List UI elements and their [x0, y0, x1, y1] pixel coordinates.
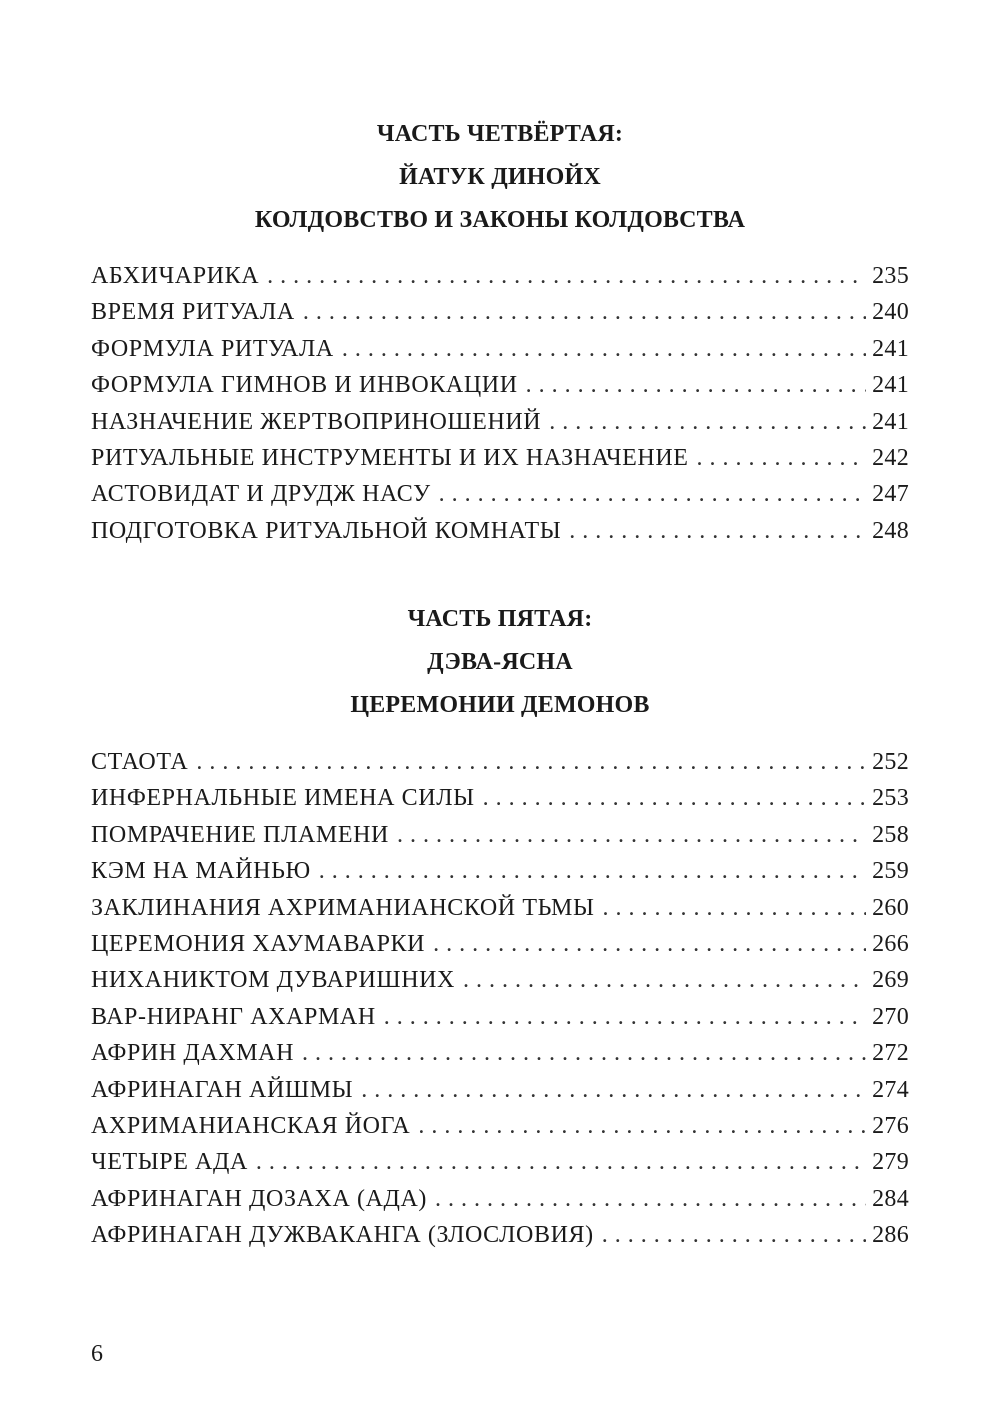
toc-entry-title: НАЗНАЧЕНИЕ ЖЕРТВОПРИНОШЕНИЙ: [91, 408, 542, 435]
toc-entry-page: 286: [872, 1222, 909, 1249]
toc-entry-title: ПОМРАЧЕНИЕ ПЛАМЕНИ: [91, 821, 389, 848]
toc-entry-title: АФРИНАГАН ДУЖВАКАНГА (ЗЛОСЛОВИЯ): [91, 1222, 594, 1249]
toc-entry: [91, 1113, 909, 1149]
toc-entry-title: ИНФЕРНАЛЬНЫЕ ИМЕНА СИЛЫ: [91, 785, 475, 812]
toc-entry-page: 276: [872, 1112, 909, 1139]
toc-entry: [91, 336, 909, 372]
toc-entry-title: ЧЕТЫРЕ АДА: [91, 1149, 248, 1176]
dot-leader: [361, 1077, 866, 1104]
toc-entry: [91, 931, 909, 967]
toc-entry: [91, 445, 909, 481]
toc-entry-title: АФРИН ДАХМАН: [91, 1040, 295, 1067]
part4-heading-line1: ЧАСТЬ ЧЕТВЁРТАЯ:: [376, 121, 624, 147]
toc-entry-title: АФРИНАГАН ДОЗАХА (АДА): [91, 1185, 427, 1212]
toc-entry-page: 252: [872, 749, 909, 775]
toc-entry-title: АФРИНАГАН АЙШМЫ: [91, 1076, 354, 1103]
toc-entry: [91, 1040, 909, 1076]
toc-entry-page: 284: [872, 1185, 909, 1212]
toc-entry: [91, 785, 909, 821]
dot-leader: [256, 1149, 866, 1176]
toc-entry: [91, 1149, 909, 1185]
toc-entry: [91, 299, 909, 335]
dot-leader: [569, 518, 866, 545]
toc-entry-page: 248: [872, 517, 909, 544]
dot-leader: [463, 967, 866, 994]
dot-leader: [384, 1004, 866, 1031]
toc-entry-page: 241: [872, 372, 909, 399]
part4-toc-list: [91, 263, 909, 554]
toc-entry-page: 269: [872, 967, 909, 994]
part5-heading-line1: ЧАСТЬ ПЯТАЯ:: [407, 606, 593, 632]
toc-entry: [91, 1186, 909, 1222]
dot-leader: [397, 822, 866, 849]
toc-entry-title: ФОРМУЛА ГИМНОВ И ИНВОКАЦИИ: [91, 372, 518, 399]
dot-leader: [602, 895, 866, 922]
dot-leader: [439, 481, 866, 508]
page-number: 6: [91, 1341, 103, 1367]
toc-entry-page: 235: [872, 263, 909, 289]
toc-entry: [91, 518, 909, 554]
dot-leader: [602, 1222, 866, 1249]
dot-leader: [697, 445, 867, 472]
dot-leader: [418, 1113, 866, 1140]
toc-entry-page: 240: [872, 299, 909, 326]
toc-entry-page: 242: [872, 444, 909, 471]
toc-entry-title: АСТОВИДАТ И ДРУДЖ НАСУ: [91, 481, 431, 508]
toc-entry-page: 272: [872, 1040, 909, 1067]
toc-entry-page: 241: [872, 335, 909, 362]
toc-entry-page: 259: [872, 858, 909, 885]
toc-entry-page: 266: [872, 930, 909, 957]
dot-leader: [435, 1186, 866, 1213]
toc-entry: [91, 749, 909, 785]
toc-entry-title: ФОРМУЛА РИТУАЛА: [91, 335, 334, 362]
toc-entry-title: АХРИМАНИАНСКАЯ ЙОГА: [91, 1112, 411, 1139]
toc-entry-title: РИТУАЛЬНЫЕ ИНСТРУМЕНТЫ И ИХ НАЗНАЧЕНИЕ: [91, 444, 689, 471]
part5-toc-list: [91, 749, 909, 1258]
part5-heading-line2: ДЭВА-ЯСНА: [427, 649, 573, 675]
dot-leader: [526, 372, 866, 399]
dot-leader: [483, 785, 866, 812]
part4-heading-line3: КОЛДОВСТВО И ЗАКОНЫ КОЛДОВСТВА: [254, 207, 746, 233]
toc-entry-page: 270: [872, 1003, 909, 1030]
toc-entry-page: 253: [872, 785, 909, 812]
dot-leader: [549, 409, 866, 436]
toc-entry-page: 241: [872, 408, 909, 435]
toc-entry: [91, 1222, 909, 1258]
toc-entry: [91, 481, 909, 517]
toc-entry-page: 247: [872, 481, 909, 508]
toc-entry: [91, 822, 909, 858]
toc-entry-page: 274: [872, 1076, 909, 1103]
toc-entry-title: ВАР-НИРАНГ АХАРМАН: [91, 1003, 376, 1030]
dot-leader: [319, 858, 866, 885]
toc-entry-title: КЭМ НА МАЙНЬЮ: [91, 858, 311, 885]
dot-leader: [433, 931, 866, 958]
toc-entry-title: ЗАКЛИНАНИЯ АХРИМАНИАНСКОЙ ТЬМЫ: [91, 894, 595, 921]
toc-entry: [91, 1077, 909, 1113]
toc-entry: [91, 1004, 909, 1040]
toc-entry: [91, 263, 909, 299]
toc-entry: [91, 409, 909, 445]
dot-leader: [302, 1040, 866, 1067]
part4-heading: [0, 113, 1000, 242]
part5-heading-line3: ЦЕРЕМОНИИ ДЕМОНОВ: [350, 692, 650, 718]
toc-entry-title: ЦЕРЕМОНИЯ ХАУМАВАРКИ: [91, 930, 426, 957]
part4-heading-line2: ЙАТУК ДИНОЙХ: [399, 164, 601, 190]
toc-entry-title: СТАОТА: [91, 749, 189, 775]
part5-heading: [0, 598, 1000, 727]
toc-entry: [91, 895, 909, 931]
toc-entry: [91, 858, 909, 894]
toc-entry: [91, 372, 909, 408]
toc-entry-page: 279: [872, 1149, 909, 1176]
dot-leader: [267, 263, 866, 290]
dot-leader: [196, 749, 866, 776]
dot-leader: [342, 336, 866, 363]
toc-entry-title: ПОДГОТОВКА РИТУАЛЬНОЙ КОМНАТЫ: [91, 517, 562, 544]
toc-entry-page: 260: [872, 894, 909, 921]
toc-entry-title: НИХАНИКТОМ ДУВАРИШНИХ: [91, 967, 455, 994]
toc-entry: [91, 967, 909, 1003]
toc-entry-page: 258: [872, 821, 909, 848]
toc-entry-title: АБХИЧАРИКА: [91, 263, 260, 289]
dot-leader: [303, 299, 866, 326]
toc-entry-title: ВРЕМЯ РИТУАЛА: [91, 299, 295, 326]
